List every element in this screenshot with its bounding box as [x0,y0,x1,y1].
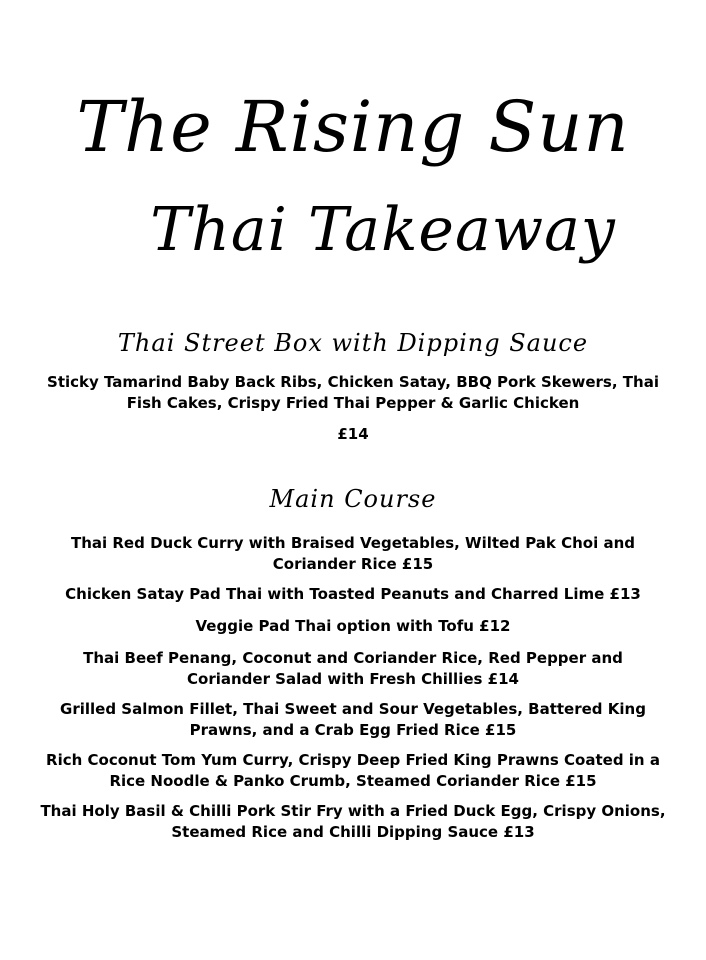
restaurant-subtitle: Thai Takeaway [150,195,616,265]
menu-item: Veggie Pad Thai option with Tofu £12 [195,617,511,635]
street-box-heading: Thai Street Box with Dipping Sauce [117,329,589,357]
restaurant-title: The Rising Sun [76,86,630,168]
menu-item: Thai Beef Penang, Coconut and Coriander Rice, Red Pepper and Coriander Salad with Fresh Chillies £14 [83,649,623,688]
menu-item: Grilled Salmon Fillet, Thai Sweet and Sour Vegetables, Battered King Prawns, and a Crab Egg Fried Rice £15 [60,700,646,739]
menu-item: Chicken Satay Pad Thai with Toasted Peanuts and Charred Lime £13 [65,585,641,603]
menu-item: Rich Coconut Tom Yum Curry, Crispy Deep Fried King Prawns Coated in a Rice Noodle & Panko Crumb, Steamed Coriander Rice £15 [46,751,660,790]
menu-item: Thai Holy Basil & Chilli Pork Stir Fry with a Fried Duck Egg, Crispy Onions, Steamed Rice and Chilli Dipping Sauce £13 [40,802,666,841]
street-box-description: Sticky Tamarind Baby Back Ribs, Chicken Satay, BBQ Pork Skewers, Thai Fish Cakes, Crispy Fried Thai Pepper & Garlic Chicken [47,373,659,412]
street-box-price: £14 [337,425,369,443]
menu-item: Thai Red Duck Curry with Braised Vegetables, Wilted Pak Choi and Coriander Rice £15 [70,534,635,573]
main-course-heading: Main Course [269,485,437,513]
